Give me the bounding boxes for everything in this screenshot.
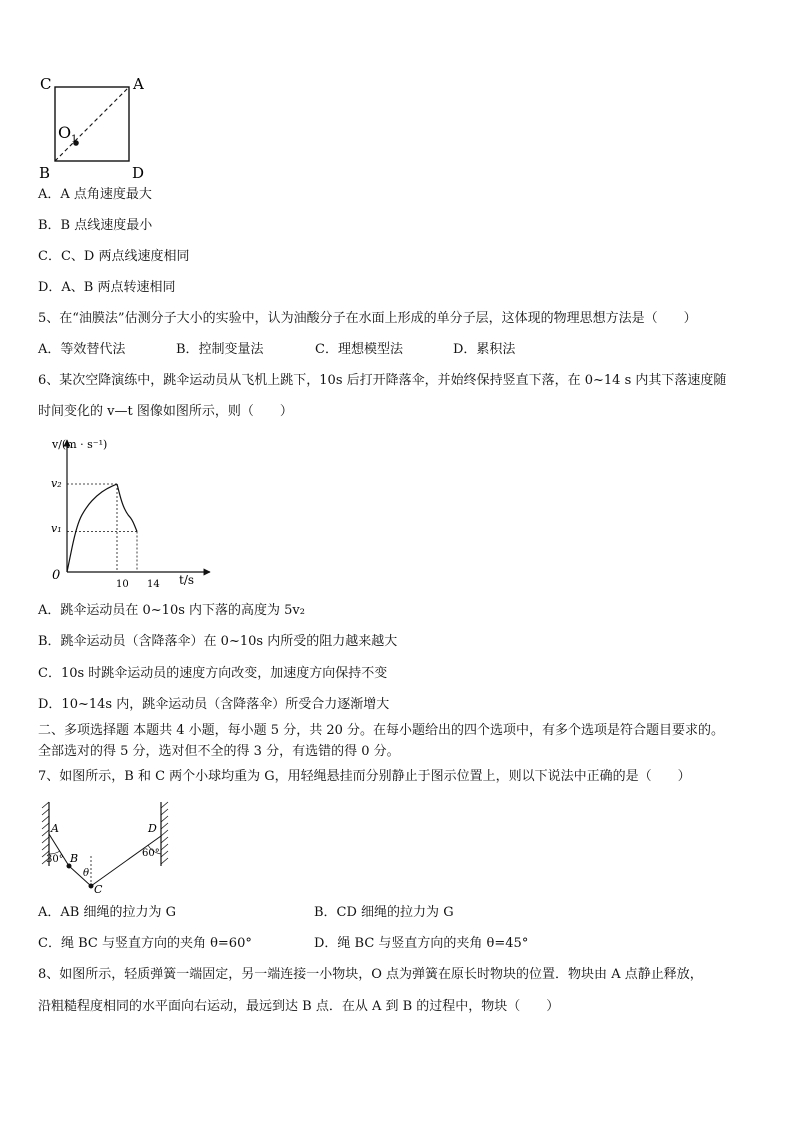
q4-option-a[interactable]: A．A 点角速度最大: [38, 187, 152, 202]
q7-option-c[interactable]: C．绳 BC 与竖直方向的夹角 θ=60°: [38, 936, 252, 951]
q7-option-d[interactable]: D．绳 BC 与竖直方向的夹角 θ=45°: [314, 936, 529, 951]
section2-line1: 二、多项选择题 本题共 4 小题，每小题 5 分，共 20 分。在每小题给出的四个选项中，有多个选项是符合题目要求的。: [38, 723, 725, 738]
y-tick-v1: v₁: [51, 522, 62, 535]
q6-option-b[interactable]: B．跳伞运动员（含降落伞）在 0~10s 内所受的阻力越来越大: [38, 634, 398, 649]
q7-label-B: B: [70, 852, 79, 865]
square-figure: [36, 74, 156, 180]
q7-option-a[interactable]: A．AB 细绳的拉力为 G: [38, 905, 176, 920]
q7-theta: θ: [83, 868, 90, 879]
label-A: A: [133, 75, 144, 93]
q5-option-b[interactable]: B．控制变量法: [176, 342, 264, 357]
q7-label-D: D: [148, 822, 157, 835]
x-axis-label: t/s: [179, 573, 195, 587]
y-axis-label: v/(m · s⁻¹): [52, 438, 108, 451]
label-O-sub: 1: [71, 134, 78, 145]
q5-stem: 5、在“油膜法”估测分子大小的实验中，认为油酸分子在水面上形成的单分子层，这体现的物理思想方法是（ ）: [38, 311, 697, 326]
x-tick-10: 10: [116, 579, 129, 590]
origin-label: 0: [52, 568, 61, 583]
vt-chart: [44, 432, 214, 592]
x-tick-14: 14: [147, 579, 160, 590]
q4-option-c[interactable]: C．C、D 两点线速度相同: [38, 249, 190, 264]
q8-line2: 沿粗糙程度相同的水平面向右运动，最远到达 B 点．在从 A 到 B 的过程中，物块（ ）: [38, 999, 560, 1014]
label-B: B: [39, 164, 51, 180]
vt-curve-decelerating: [117, 484, 137, 532]
q6-option-d[interactable]: D．10~14s 内，跳伞运动员（含降落伞）所受合力逐渐增大: [38, 697, 390, 712]
label-D: D: [132, 164, 145, 180]
section2-line2: 全部选对的得 5 分，选对但不全的得 3 分，有选错的得 0 分。: [38, 744, 400, 759]
q7-label-C: C: [94, 883, 103, 896]
q5-option-d[interactable]: D．累积法: [453, 342, 516, 357]
q7-option-b[interactable]: B．CD 细绳的拉力为 G: [314, 905, 454, 920]
q7-stem: 7、如图所示，B 和 C 两个小球均重为 G，用轻绳悬挂而分别静止于图示位置上，则以下说法中正确的是（ ）: [38, 769, 691, 784]
q5-option-c[interactable]: C．理想模型法: [315, 342, 403, 357]
label-O: O: [58, 123, 72, 142]
q7-angle-60: 60°: [142, 848, 160, 859]
q6-option-a[interactable]: A．跳伞运动员在 0~10s 内下落的高度为 5v₂: [38, 603, 305, 618]
q6-stem-line1: 6、某次空降演练中，跳伞运动员从飞机上跳下，10s 后打开降落伞，并始终保持竖直下落，在 0~14 s 内其下落速度随: [38, 373, 727, 388]
q5-option-a[interactable]: A．等效替代法: [38, 342, 126, 357]
q4-option-d[interactable]: D．A、B 两点转速相同: [38, 280, 176, 295]
q7-figure: [38, 796, 172, 896]
q8-line1: 8、如图所示，轻质弹簧一端固定，另一端连接一小物块，O 点为弹簧在原长时物块的位置．物块由 A 点静止释放，: [38, 967, 703, 982]
label-C: C: [40, 75, 52, 93]
q6-stem-line2: 时间变化的 v—t 图像如图所示，则（ ）: [38, 404, 293, 419]
q7-label-A: A: [51, 822, 59, 835]
q7-angle-30: 30°: [46, 854, 64, 865]
q4-option-b[interactable]: B．B 点线速度最小: [38, 218, 153, 233]
q6-option-c[interactable]: C．10s 时跳伞运动员的速度方向改变，加速度方向保持不变: [38, 666, 388, 681]
y-tick-v2: v₂: [51, 477, 62, 490]
vt-curve-accelerating: [67, 484, 117, 572]
